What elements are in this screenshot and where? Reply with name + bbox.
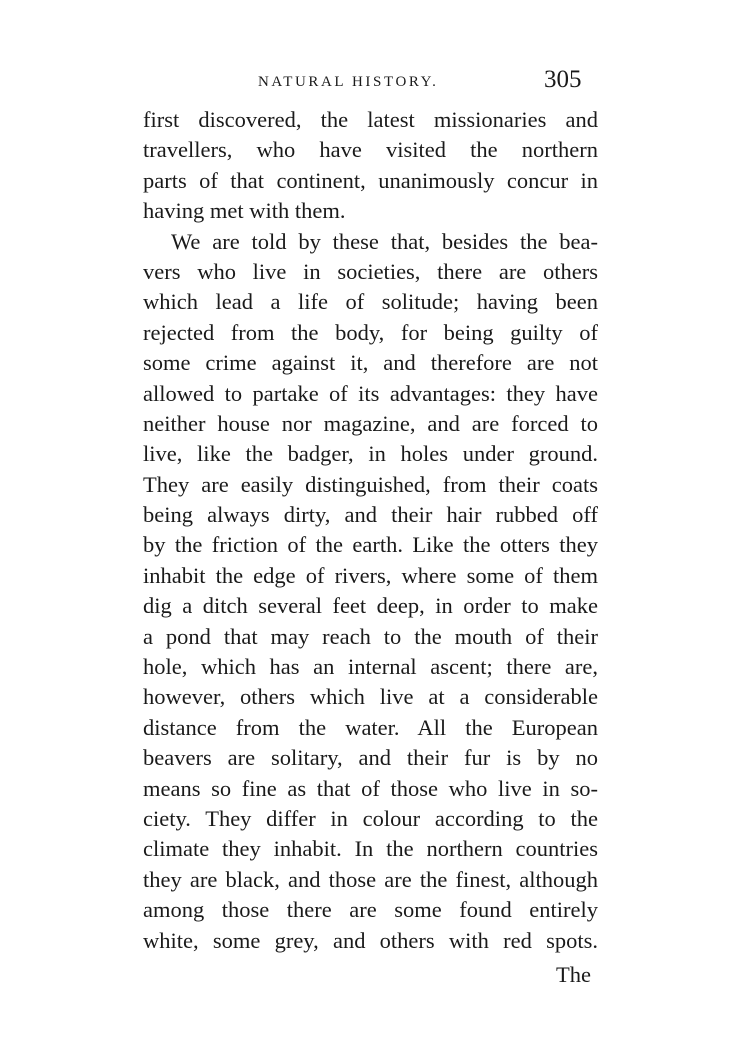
text-line: first discovered, the latest missionaries and xyxy=(143,107,598,132)
text-line: by the friction of the earth. Like the otters they xyxy=(143,532,598,558)
running-head xyxy=(0,66,750,96)
text-line: inhabit the edge of rivers, where some of them xyxy=(143,562,598,588)
catchword: The xyxy=(556,962,591,987)
body-text xyxy=(143,105,598,956)
text-line: climate they inhabit. In the northern countries xyxy=(143,836,598,862)
text-line: a pond that may reach to the mouth of their xyxy=(143,623,598,649)
text-line: They are easily distinguished, from their coats xyxy=(143,471,598,497)
text-line: parts of that continent, unanimously concur in xyxy=(143,167,598,193)
text-line: hole, which has an internal ascent; there are, xyxy=(143,654,598,680)
text-line: live, like the badger, in holes under ground. xyxy=(143,441,598,467)
text-line: dig a ditch several feet deep, in order to make xyxy=(143,593,598,619)
text-line: allowed to partake of its advantages: they have xyxy=(143,380,598,406)
text-line: neither house nor magazine, and are forced to xyxy=(143,410,598,436)
text-line: travellers, who have visited the northern xyxy=(143,137,598,163)
paragraph-start-line: We are told by these that, besides the bea- xyxy=(171,228,598,254)
text-line: rejected from the body, for being guilty of xyxy=(143,319,598,345)
running-title: NATURAL HISTORY. xyxy=(258,74,439,90)
text-line: however, others which live at a considerable xyxy=(143,684,598,710)
text-line: having met with them. xyxy=(143,198,346,224)
page-number: 305 xyxy=(544,66,582,93)
text-line: distance from the water. All the European xyxy=(143,714,598,740)
text-line: some crime against it, and therefore are not xyxy=(143,350,598,376)
text-line: means so fine as that of those who live in so- xyxy=(143,775,598,801)
text-line: vers who live in societies, there are others xyxy=(143,258,598,284)
text-line: white, some grey, and others with red spots. xyxy=(143,927,598,953)
text-line: which lead a life of solitude; having been xyxy=(143,289,598,315)
text-line: being always dirty, and their hair rubbed off xyxy=(143,502,598,528)
text-line: beavers are solitary, and their fur is by no xyxy=(143,745,598,771)
text-line: ciety. They differ in colour according to the xyxy=(143,805,598,831)
text-line: among those there are some found entirely xyxy=(143,897,598,923)
text-line: they are black, and those are the finest, although xyxy=(143,866,598,892)
